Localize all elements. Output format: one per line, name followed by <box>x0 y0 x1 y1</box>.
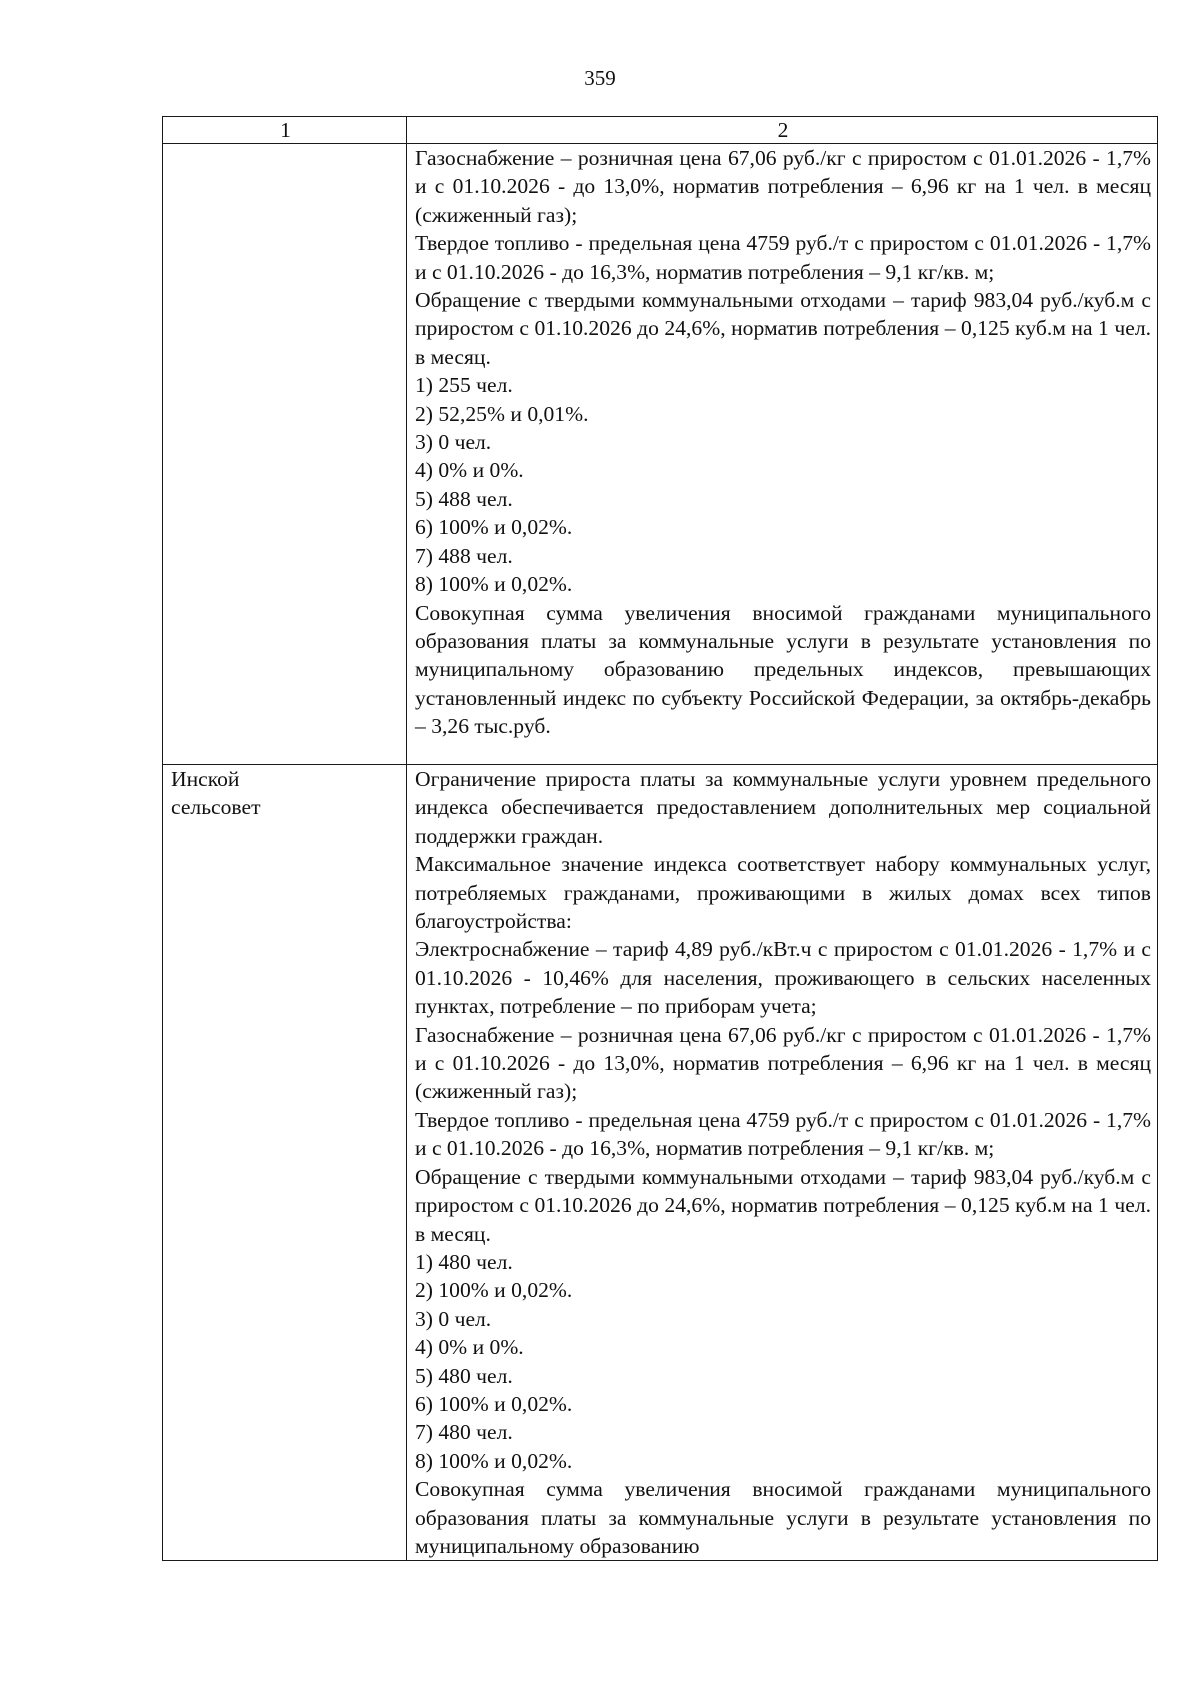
paragraph: Совокупная сумма увеличения вносимой гражданами муниципального образования платы за коммунальные услуги в результате установления по муниципальному образованию <box>415 1477 1151 1558</box>
paragraph: Максимальное значение индекса соответствует набору коммунальных услуг, потребляемых гражданами, проживающими в жилых домах всех типов благоустройства: <box>415 852 1151 934</box>
list-item: 5) 480 чел. <box>415 1363 513 1388</box>
paragraph: Твердое топливо - предельная цена 4759 руб./т с приростом с 01.01.2026 - 1,7% и с 01.10.2026 - до 16,3%, норматив потребления – 9,1 кг/кв. м; <box>415 1107 1151 1161</box>
list-item: 8) 100% и 0,02%. <box>415 572 573 597</box>
list-item: 6) 100% и 0,02%. <box>415 515 573 540</box>
table-row <box>163 765 1158 1561</box>
paragraph: Газоснабжение – розничная цена 67,06 руб./кг с приростом с 01.01.2026 - 1,7% и с 01.10.2026 - до 13,0%, норматив потребления – 6,96 кг на 1 чел. в месяц (сжиженный газ); <box>415 146 1151 227</box>
document-table <box>162 116 1158 1561</box>
paragraph: Ограничение прироста платы за коммунальные услуги уровнем предельного индекса обеспечивается предоставлением дополнительных мер социальной поддержки граждан. <box>415 767 1151 848</box>
list-item: 2) 100% и 0,02%. <box>415 1278 573 1303</box>
paragraph: Газоснабжение – розничная цена 67,06 руб./кг с приростом с 01.01.2026 - 1,7% и с 01.10.2026 - до 13,0%, норматив потребления – 6,96 кг на 1 чел. в месяц (сжиженный газ); <box>415 1022 1151 1104</box>
column-header-1: 1 <box>163 117 407 144</box>
description-cell <box>407 765 1158 1561</box>
list-item: 8) 100% и 0,02%. <box>415 1448 573 1473</box>
paragraph: Обращение с твердыми коммунальными отходами – тариф 983,04 руб./куб.м с приростом с 01.10.2026 до 24,6%, норматив потребления – 0,125 куб.м на 1 чел. в месяц. <box>415 1164 1151 1246</box>
list-item: 1) 480 чел. <box>415 1249 513 1274</box>
municipality-cell <box>163 144 407 765</box>
table-row <box>163 144 1158 765</box>
paragraph: Твердое топливо - предельная цена 4759 руб./т с приростом с 01.01.2026 - 1,7% и с 01.10.2026 - до 16,3%, норматив потребления – 9,1 кг/кв. м; <box>415 231 1151 284</box>
paragraph: Электроснабжение – тариф 4,89 руб./кВт.ч с приростом с 01.01.2026 - 1,7% и с 01.10.2026 - 10,46% для населения, проживающего в сельских населенных пунктах, потребление – по приборам учета; <box>415 937 1151 1019</box>
list-item: 7) 488 чел. <box>415 543 513 568</box>
list-item: 4) 0% и 0%. <box>415 458 524 483</box>
municipality-cell <box>163 765 407 1561</box>
list-item: 7) 480 чел. <box>415 1420 513 1445</box>
list-item: 3) 0 чел. <box>415 430 492 455</box>
list-item: 2) 52,25% и 0,01%. <box>415 401 589 426</box>
column-header-2: 2 <box>407 117 1158 144</box>
list-item: 6) 100% и 0,02%. <box>415 1391 573 1416</box>
list-item: 1) 255 чел. <box>415 373 513 398</box>
table-header-row <box>163 117 1158 144</box>
paragraph: Совокупная сумма увеличения вносимой гражданами муниципального образования платы за коммунальные услуги в результате установления по муниципальному образованию предельных индексов, превышающих установленный индекс по субъекту Российской Федерации, за октябрь-декабрь – 3,26 тыс.руб. <box>415 600 1151 739</box>
list-item: 5) 488 чел. <box>415 486 513 511</box>
list-item: 3) 0 чел. <box>415 1306 492 1331</box>
description-cell <box>407 144 1158 765</box>
paragraph: Обращение с твердыми коммунальными отходами – тариф 983,04 руб./куб.м с приростом с 01.10.2026 до 24,6%, норматив потребления – 0,125 куб.м на 1 чел. в месяц. <box>415 288 1151 369</box>
municipality-name-line: сельсовет <box>171 795 261 820</box>
list-item: 4) 0% и 0%. <box>415 1335 524 1360</box>
page-number: 359 <box>584 66 616 90</box>
municipality-name-line: Инской <box>171 767 240 791</box>
